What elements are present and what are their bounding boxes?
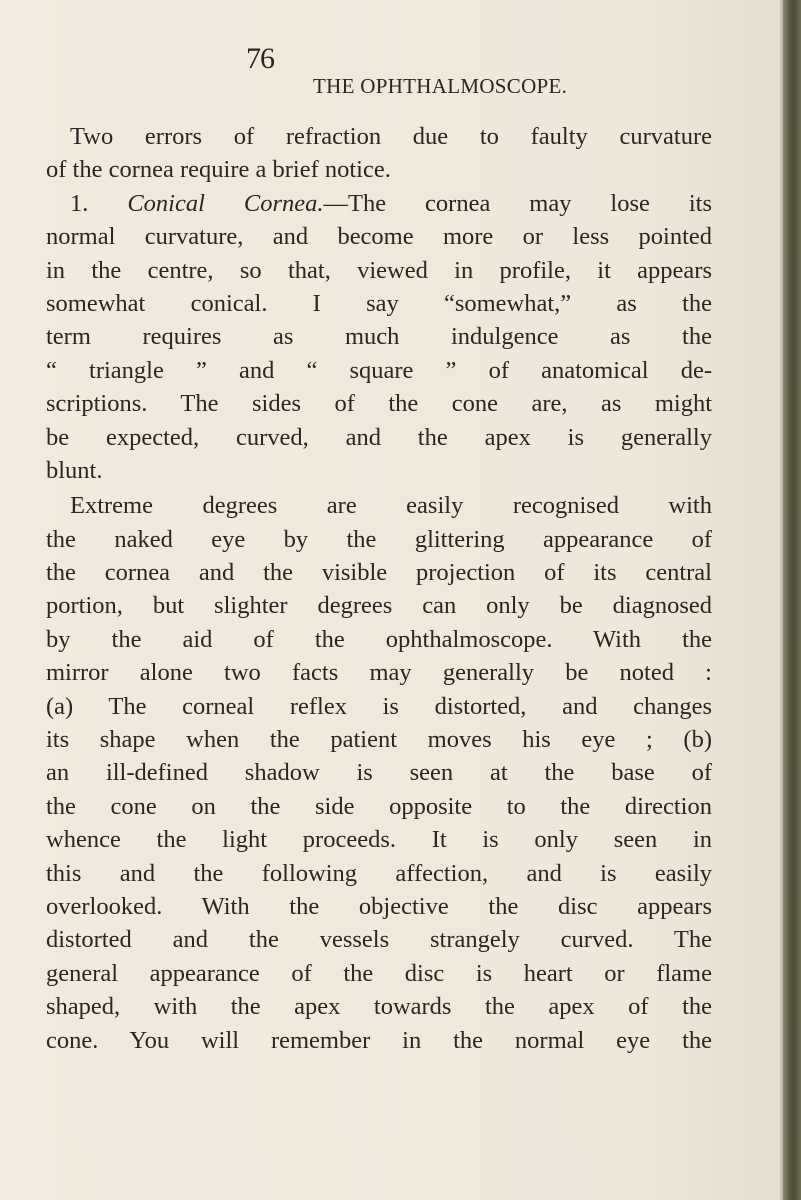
text-line: its shape when the patient moves his eye ; (b) [46, 726, 712, 754]
text-line: portion, but slighter degrees can only be diagnosed [46, 592, 712, 620]
book-edge [783, 0, 801, 1200]
text-line: cone. You will remember in the normal eye the [46, 1026, 712, 1054]
text-line: blunt. [46, 456, 103, 484]
text-line: scriptions. The sides of the cone are, as might [46, 390, 712, 418]
body-text [46, 120, 712, 1057]
text-line: Extreme degrees are easily recognised with [70, 492, 712, 520]
text-line: Two errors of refraction due to faulty curvature [70, 123, 712, 150]
text-line: an ill-defined shadow is seen at the base of [46, 759, 712, 787]
text-line: overlooked. With the objective the disc appears [46, 892, 712, 920]
page-number: 76 [246, 42, 274, 75]
text-line: normal curvature, and become more or less pointed [46, 223, 712, 251]
text-line: general appearance of the disc is heart or flame [46, 959, 712, 987]
text-line: of the cornea require a brief notice. [46, 156, 391, 184]
text-line: whence the light proceeds. It is only seen in [46, 826, 712, 854]
text-line: be expected, curved, and the apex is generally [46, 423, 712, 451]
text-line: “ triangle ” and “ square ” of anatomical de- [46, 356, 712, 384]
text-line: shaped, with the apex towards the apex of the [46, 993, 712, 1021]
text-line: the naked eye by the glittering appearance of [46, 525, 712, 553]
running-title: THE OPHTHALMOSCOPE. [313, 74, 568, 98]
text-line: somewhat conical. I say “somewhat,” as the [46, 289, 712, 317]
text-line: term requires as much indulgence as the [46, 323, 712, 351]
text-line: mirror alone two facts may generally be noted : [46, 659, 712, 687]
text-line: in the centre, so that, viewed in profile, it appears [46, 256, 712, 284]
text-line: distorted and the vessels strangely curved. The [46, 926, 712, 954]
text-line: (a) The corneal reflex is distorted, and changes [46, 692, 712, 720]
text-line: this and the following affection, and is easily [46, 859, 712, 887]
text-line: the cornea and the visible projection of its central [46, 559, 712, 587]
text-line: 1. Conical Cornea.—The cornea may lose its [70, 189, 713, 217]
text-line: the cone on the side opposite to the direction [46, 792, 712, 820]
text-line: by the aid of the ophthalmoscope. With the [46, 625, 712, 653]
